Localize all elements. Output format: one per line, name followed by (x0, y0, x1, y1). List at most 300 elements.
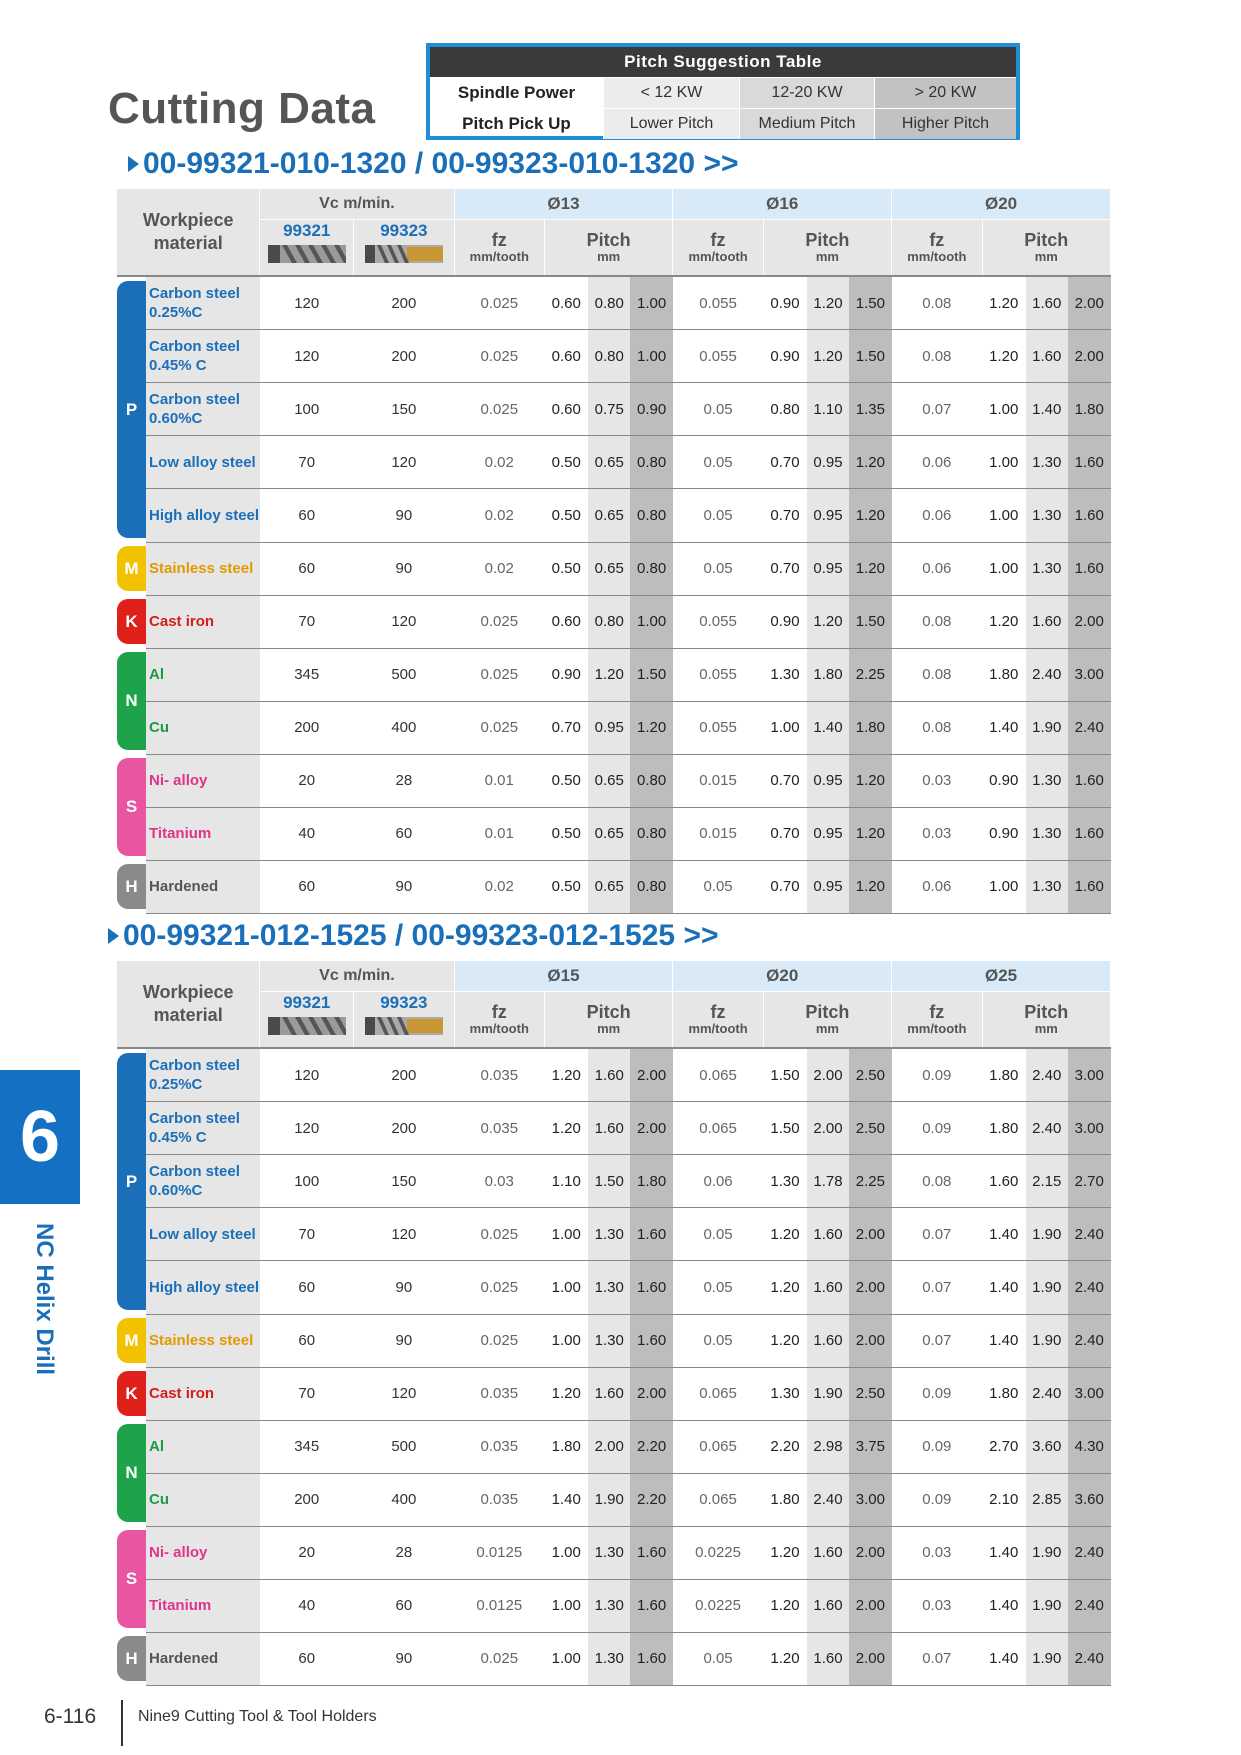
pitch-high-value: 2.40 (1068, 1261, 1111, 1314)
table-row (117, 754, 1111, 807)
pitch-low-value: 1.20 (763, 1208, 807, 1261)
material-name: Al (146, 648, 260, 701)
tool-99323-header (354, 992, 454, 1049)
material-name: Stainless steel (146, 542, 260, 595)
pitch-low-value: 0.50 (544, 542, 588, 595)
pitch-medium-value: 2.98 (807, 1420, 849, 1473)
pitch-high-value: 2.00 (630, 1367, 672, 1420)
pitch-high-value: 2.50 (849, 1048, 891, 1102)
pitch-high-value: 0.80 (630, 436, 672, 489)
material-group-badge: S (117, 758, 146, 856)
pitch-medium-value: 0.65 (588, 754, 630, 807)
material-group-badge: H (117, 1636, 146, 1681)
pitch-medium-value: 0.95 (807, 542, 849, 595)
material-group-h (117, 860, 146, 913)
fz-value: 0.05 (673, 1632, 763, 1685)
fz-value: 0.025 (454, 701, 544, 754)
pitch-medium-value: 2.85 (1026, 1473, 1068, 1526)
vc-99323-value: 120 (354, 1367, 454, 1420)
pitch-high-value: 1.50 (849, 276, 891, 330)
pitch-header (982, 220, 1110, 277)
pitch-medium-value: 1.30 (588, 1208, 630, 1261)
vc-header: Vc m/min. (260, 961, 454, 992)
vc-99321-value: 20 (260, 1526, 354, 1579)
material-group-m (117, 1314, 146, 1367)
material-group-badge: M (117, 1318, 146, 1363)
pitch-header (544, 220, 672, 277)
pitch-row-pick-up (430, 109, 1016, 139)
fz-value: 0.08 (892, 1155, 982, 1208)
pitch-medium-value: 0.65 (588, 436, 630, 489)
vc-99321-value: 200 (260, 701, 354, 754)
pitch-low-value: 1.20 (763, 1526, 807, 1579)
fz-value: 0.09 (892, 1420, 982, 1473)
pitch-low-value: 0.50 (544, 489, 588, 542)
pitch-low-value: 2.20 (763, 1420, 807, 1473)
tool-number: 99321 (283, 993, 331, 1012)
pitch-high-value: 1.60 (630, 1261, 672, 1314)
material-name: Carbon steel 0.60%C (146, 383, 260, 436)
pitch-low-value: 0.90 (982, 807, 1026, 860)
material-name: Titanium (146, 807, 260, 860)
fz-value: 0.02 (454, 542, 544, 595)
fz-value: 0.05 (673, 1208, 763, 1261)
pitch-label: Pitch (1024, 230, 1069, 250)
vc-99323-value: 200 (354, 330, 454, 383)
tool-99321-header (260, 220, 354, 277)
pitch-medium-value: 1.90 (1026, 1314, 1068, 1367)
section-heading-1[interactable] (128, 147, 739, 181)
pitch-high-value: 0.80 (630, 860, 672, 913)
chapter-tab[interactable] (0, 1070, 80, 1204)
fz-label: fz (710, 230, 726, 250)
material-group-k (117, 595, 146, 648)
table-row (117, 330, 1111, 383)
material-group-h (117, 1632, 146, 1685)
pitch-label: Pitch (805, 1002, 850, 1022)
pitch-high-value: 1.60 (630, 1579, 672, 1632)
pitch-high-value: 3.60 (1068, 1473, 1111, 1526)
pitch-high-value: 1.20 (630, 701, 672, 754)
pitch-low-value: 1.80 (763, 1473, 807, 1526)
material-group-n (117, 1420, 146, 1526)
fz-value: 0.025 (454, 1261, 544, 1314)
pitch-high-value: 2.25 (849, 1155, 891, 1208)
pitch-table-title: Pitch Suggestion Table (430, 47, 1016, 77)
pitch-medium-value: 0.65 (588, 542, 630, 595)
spindle-power-low: < 12 KW (604, 78, 740, 108)
vc-99323-value: 60 (354, 807, 454, 860)
table-row (117, 1048, 1111, 1102)
pitch-high-value: 2.00 (1068, 276, 1111, 330)
pitch-high-value: 1.60 (630, 1314, 672, 1367)
pitch-medium-value: 0.95 (588, 701, 630, 754)
pitch-low-value: 1.00 (982, 542, 1026, 595)
tool-number: 99323 (380, 993, 428, 1012)
pitch-high-value: 1.20 (849, 860, 891, 913)
pitch-high-value: 1.20 (849, 807, 891, 860)
fz-value: 0.025 (454, 648, 544, 701)
fz-value: 0.03 (892, 754, 982, 807)
pitch-high-value: 2.00 (630, 1048, 672, 1102)
pitch-medium-value: 1.30 (588, 1579, 630, 1632)
table-row (117, 1208, 1111, 1261)
fz-value: 0.06 (892, 860, 982, 913)
workpiece-material-header: Workpiece material (117, 961, 260, 1048)
material-group-badge: M (117, 546, 146, 591)
pitch-high-value: 3.75 (849, 1420, 891, 1473)
fz-value: 0.06 (673, 1155, 763, 1208)
pitch-high-value: 3.00 (1068, 1048, 1111, 1102)
fz-value: 0.08 (892, 330, 982, 383)
pitch-low-value: 0.70 (763, 489, 807, 542)
pitch-medium-value: 1.90 (1026, 1261, 1068, 1314)
pitch-high-value: 1.60 (1068, 436, 1111, 489)
material-name: Ni- alloy (146, 1526, 260, 1579)
fz-value: 0.07 (892, 1261, 982, 1314)
fz-value: 0.05 (673, 542, 763, 595)
pitch-medium-value: 1.20 (807, 330, 849, 383)
fz-value: 0.025 (454, 330, 544, 383)
pitch-low-value: 0.70 (763, 436, 807, 489)
fz-value: 0.02 (454, 436, 544, 489)
pitch-medium-value: 2.40 (1026, 1048, 1068, 1102)
vc-99321-value: 120 (260, 1102, 354, 1155)
fz-value: 0.055 (673, 276, 763, 330)
vc-99321-value: 120 (260, 1048, 354, 1102)
vc-99321-value: 200 (260, 1473, 354, 1526)
pitch-suggestion-table (426, 43, 1020, 140)
fz-value: 0.065 (673, 1420, 763, 1473)
pitch-high-value: 2.40 (1068, 1579, 1111, 1632)
pitch-low-value: 1.00 (544, 1314, 588, 1367)
pitch-high-value: 1.35 (849, 383, 891, 436)
pitch-low-value: 1.20 (544, 1048, 588, 1102)
pitch-medium-value: 1.50 (588, 1155, 630, 1208)
table-row (117, 1367, 1111, 1420)
pitch-unit: mm (815, 249, 839, 264)
fz-value: 0.08 (892, 595, 982, 648)
material-group-n (117, 648, 146, 754)
vc-99323-value: 90 (354, 489, 454, 542)
pitch-low-value: 1.80 (982, 1367, 1026, 1420)
pitch-low-value: 0.70 (763, 860, 807, 913)
pitch-high-value: 2.00 (1068, 330, 1111, 383)
pitch-high-value: 3.00 (849, 1473, 891, 1526)
pitch-medium-value: 0.95 (807, 489, 849, 542)
fz-value: 0.07 (892, 1208, 982, 1261)
pitch-low-value: 0.70 (763, 807, 807, 860)
vc-99323-value: 150 (354, 383, 454, 436)
pitch-medium-value: 1.60 (588, 1102, 630, 1155)
pitch-low-value: 1.20 (982, 276, 1026, 330)
fz-header (892, 992, 982, 1049)
pitch-high-value: 2.00 (630, 1102, 672, 1155)
table-row (117, 436, 1111, 489)
pitch-medium-value: 1.90 (1026, 1208, 1068, 1261)
fz-value: 0.065 (673, 1473, 763, 1526)
pitch-label: Pitch (586, 1002, 631, 1022)
vc-99321-value: 100 (260, 1155, 354, 1208)
pitch-medium-value: 0.75 (588, 383, 630, 436)
pitch-medium-value: 3.60 (1026, 1420, 1068, 1473)
fz-label: fz (929, 1002, 945, 1022)
vc-99323-value: 200 (354, 1102, 454, 1155)
fz-unit: mm/tooth (907, 249, 967, 264)
pitch-high-value: 1.50 (849, 330, 891, 383)
pitch-medium-value: 0.95 (807, 807, 849, 860)
pitch-low-value: 0.90 (763, 595, 807, 648)
pitch-medium-value: 0.80 (588, 595, 630, 648)
fz-value: 0.0225 (673, 1526, 763, 1579)
pitch-medium-value: 1.60 (807, 1632, 849, 1685)
table-row (117, 1261, 1111, 1314)
pitch-high-value: 0.80 (630, 807, 672, 860)
table-row (117, 1102, 1111, 1155)
fz-value: 0.07 (892, 1314, 982, 1367)
subheader-row (117, 220, 1111, 277)
pitch-low-value: 1.00 (544, 1208, 588, 1261)
fz-value: 0.035 (454, 1102, 544, 1155)
chapter-label: NC Helix Drill (31, 1223, 58, 1376)
tool-99321-header (260, 992, 354, 1049)
pitch-low-value: 1.60 (982, 1155, 1026, 1208)
pitch-low-value: 1.20 (982, 595, 1026, 648)
vc-99321-value: 60 (260, 860, 354, 913)
pitch-label: Pitch (586, 230, 631, 250)
vc-99321-value: 345 (260, 648, 354, 701)
footer-brand: Nine9 Cutting Tool & Tool Holders (138, 1708, 377, 1725)
pitch-high-value: 0.80 (630, 489, 672, 542)
pitch-higher: Higher Pitch (875, 109, 1016, 139)
pitch-low-value: 0.90 (763, 330, 807, 383)
fz-value: 0.065 (673, 1048, 763, 1102)
vc-99323-value: 150 (354, 1155, 454, 1208)
vc-99323-value: 60 (354, 1579, 454, 1632)
material-name: Stainless steel (146, 1314, 260, 1367)
pitch-high-value: 2.40 (1068, 1208, 1111, 1261)
pitch-high-value: 2.00 (1068, 595, 1111, 648)
pitch-high-value: 1.20 (849, 436, 891, 489)
pitch-low-value: 1.40 (982, 1579, 1026, 1632)
pitch-low-value: 2.70 (982, 1420, 1026, 1473)
pitch-low-value: 1.40 (982, 1526, 1026, 1579)
fz-value: 0.065 (673, 1102, 763, 1155)
material-group-k (117, 1367, 146, 1420)
pitch-low-value: 0.70 (763, 754, 807, 807)
pitch-low-value: 1.00 (982, 489, 1026, 542)
pitch-high-value: 1.80 (630, 1155, 672, 1208)
pitch-low-value: 0.60 (544, 383, 588, 436)
pitch-high-value: 0.80 (630, 754, 672, 807)
pitch-medium-value: 0.95 (807, 860, 849, 913)
material-group-badge: H (117, 864, 146, 909)
pitch-medium-value: 1.90 (807, 1367, 849, 1420)
fz-value: 0.03 (892, 1579, 982, 1632)
table-row (117, 383, 1111, 436)
header-row (117, 189, 1111, 220)
pitch-medium-value: 2.40 (1026, 1102, 1068, 1155)
fz-value: 0.025 (454, 1208, 544, 1261)
vc-99321-value: 120 (260, 276, 354, 330)
fz-header (892, 220, 982, 277)
cutting-data-table-1 (117, 189, 1111, 914)
fz-value: 0.06 (892, 489, 982, 542)
pitch-medium-value: 1.30 (1026, 542, 1068, 595)
pitch-low-value: 1.80 (982, 1102, 1026, 1155)
fz-value: 0.09 (892, 1473, 982, 1526)
pitch-medium-value: 1.90 (1026, 701, 1068, 754)
fz-unit: mm/tooth (688, 249, 748, 264)
pitch-high-value: 1.60 (630, 1632, 672, 1685)
fz-value: 0.05 (673, 489, 763, 542)
pitch-high-value: 1.60 (1068, 807, 1111, 860)
pitch-low-value: 1.80 (982, 648, 1026, 701)
section-heading-2[interactable] (108, 919, 719, 953)
pitch-high-value: 1.60 (1068, 489, 1111, 542)
fz-value: 0.08 (892, 648, 982, 701)
diameter-header: Ø20 (892, 189, 1111, 220)
vc-99323-value: 28 (354, 754, 454, 807)
pitch-low-value: 1.00 (544, 1579, 588, 1632)
material-name: Cu (146, 1473, 260, 1526)
pitch-high-value: 2.70 (1068, 1155, 1111, 1208)
pitch-medium-value: 1.60 (1026, 330, 1068, 383)
fz-value: 0.09 (892, 1367, 982, 1420)
fz-value: 0.09 (892, 1102, 982, 1155)
vc-99321-value: 40 (260, 807, 354, 860)
pitch-high-value: 2.40 (1068, 701, 1111, 754)
vc-99321-value: 120 (260, 330, 354, 383)
vc-99321-value: 60 (260, 1632, 354, 1685)
vc-99323-value: 90 (354, 1314, 454, 1367)
pitch-medium-value: 1.20 (807, 595, 849, 648)
pitch-low-value: 1.50 (763, 1048, 807, 1102)
material-name: Hardened (146, 1632, 260, 1685)
pitch-high-value: 2.00 (849, 1208, 891, 1261)
pitch-header (763, 220, 891, 277)
material-name: Carbon steel 0.45% C (146, 330, 260, 383)
pitch-low-value: 1.10 (544, 1155, 588, 1208)
vc-99321-value: 70 (260, 1208, 354, 1261)
pitch-low-value: 1.20 (763, 1632, 807, 1685)
pitch-low-value: 0.70 (544, 701, 588, 754)
pitch-low-value: 1.20 (763, 1314, 807, 1367)
pitch-low-value: 0.50 (544, 807, 588, 860)
vc-99323-value: 120 (354, 1208, 454, 1261)
pitch-medium-value: 2.40 (1026, 648, 1068, 701)
fz-value: 0.02 (454, 860, 544, 913)
material-group-s (117, 754, 146, 860)
fz-value: 0.03 (892, 1526, 982, 1579)
section-heading-text: 00-99321-010-1320 / 00-99323-010-1320 >> (143, 147, 739, 180)
pitch-low-value: 1.20 (763, 1579, 807, 1632)
vc-99323-value: 200 (354, 1048, 454, 1102)
pitch-medium-value: 1.10 (807, 383, 849, 436)
pitch-medium-value: 0.95 (807, 754, 849, 807)
diameter-header: Ø16 (673, 189, 892, 220)
fz-value: 0.025 (454, 1314, 544, 1367)
fz-value: 0.065 (673, 1367, 763, 1420)
table-row (117, 595, 1111, 648)
fz-header (673, 992, 763, 1049)
vc-99323-value: 90 (354, 1261, 454, 1314)
pitch-medium-value: 1.60 (807, 1261, 849, 1314)
header-row (117, 961, 1111, 992)
helix-drill-99323-icon (365, 243, 443, 265)
triangle-bullet-icon (108, 928, 119, 944)
pitch-high-value: 2.20 (630, 1420, 672, 1473)
pitch-medium-value: 1.60 (807, 1314, 849, 1367)
vc-99321-value: 60 (260, 1261, 354, 1314)
pitch-label: Pitch (1024, 1002, 1069, 1022)
pitch-high-value: 0.90 (630, 383, 672, 436)
triangle-bullet-icon (128, 156, 139, 172)
vc-99323-value: 400 (354, 701, 454, 754)
helix-drill-99323-icon (365, 1015, 443, 1037)
pitch-unit: mm (597, 1021, 621, 1036)
vc-99323-value: 90 (354, 1632, 454, 1685)
fz-value: 0.035 (454, 1420, 544, 1473)
pitch-low-value: 1.30 (763, 1367, 807, 1420)
helix-drill-99321-icon (268, 1015, 346, 1037)
pitch-high-value: 1.60 (1068, 860, 1111, 913)
page-number: 6-116 (44, 1705, 97, 1728)
pitch-high-value: 2.20 (630, 1473, 672, 1526)
pitch-medium-value: 1.60 (588, 1048, 630, 1102)
fz-value: 0.035 (454, 1473, 544, 1526)
material-group-badge: S (117, 1530, 146, 1628)
pitch-high-value: 0.80 (630, 542, 672, 595)
pitch-low-value: 1.30 (763, 1155, 807, 1208)
pitch-medium-value: 1.60 (588, 1367, 630, 1420)
pitch-low-value: 0.50 (544, 436, 588, 489)
pitch-high-value: 2.50 (849, 1102, 891, 1155)
table-row (117, 701, 1111, 754)
vc-99323-value: 120 (354, 436, 454, 489)
pitch-low-value: 1.20 (544, 1367, 588, 1420)
pitch-high-value: 1.00 (630, 595, 672, 648)
pitch-high-value: 2.50 (849, 1367, 891, 1420)
footer-divider (121, 1700, 123, 1746)
pitch-high-value: 2.40 (1068, 1632, 1111, 1685)
fz-value: 0.05 (673, 1261, 763, 1314)
fz-value: 0.03 (892, 807, 982, 860)
table-row (117, 1314, 1111, 1367)
vc-header: Vc m/min. (260, 189, 454, 220)
material-name: Cast iron (146, 1367, 260, 1420)
pitch-high-value: 1.50 (849, 595, 891, 648)
table-row (117, 489, 1111, 542)
material-name: Carbon steel 0.45% C (146, 1102, 260, 1155)
material-group-badge: K (117, 1371, 146, 1416)
pitch-medium-value: 1.30 (1026, 489, 1068, 542)
pitch-unit: mm (1034, 1021, 1058, 1036)
material-name: Low alloy steel (146, 1208, 260, 1261)
pitch-medium-value: 0.65 (588, 807, 630, 860)
pitch-medium-value: 2.00 (807, 1048, 849, 1102)
pitch-low-value: 1.40 (982, 1208, 1026, 1261)
diameter-header: Ø15 (454, 961, 673, 992)
vc-99323-value: 90 (354, 542, 454, 595)
pitch-high-value: 3.00 (1068, 648, 1111, 701)
pitch-medium-value: 2.15 (1026, 1155, 1068, 1208)
fz-value: 0.05 (673, 383, 763, 436)
material-name: Al (146, 1420, 260, 1473)
fz-value: 0.055 (673, 330, 763, 383)
pitch-low-value: 1.40 (982, 701, 1026, 754)
diameter-header: Ø25 (892, 961, 1111, 992)
